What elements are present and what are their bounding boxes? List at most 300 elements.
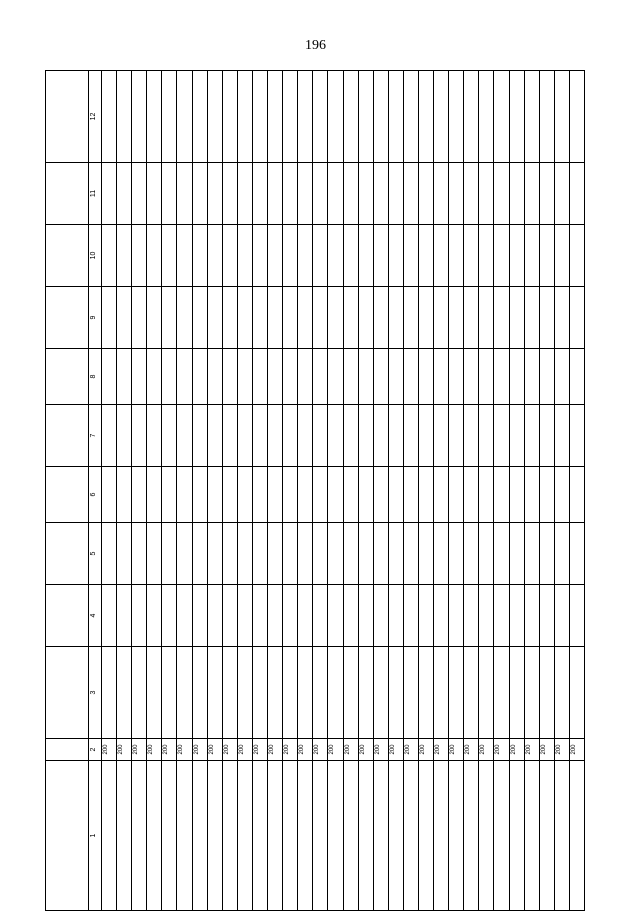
table-cell [343,287,358,349]
table-cell [403,761,418,911]
table-cell [388,225,403,287]
rotated-table-container [45,71,585,911]
table-cell [554,163,569,225]
table-cell [494,163,509,225]
table-cell [192,585,207,647]
table-cell [177,225,192,287]
table-cell [177,287,192,349]
table-row [554,71,569,911]
row-code: 200 [268,739,283,761]
table-cell [117,761,132,911]
table-cell [283,585,298,647]
table-cell [192,287,207,349]
row-code: 200 [494,739,509,761]
table-row [177,71,192,911]
table-cell [449,225,464,287]
table-cell [298,405,313,467]
table-row [313,71,328,911]
table-cell [313,467,328,523]
table-cell [524,163,539,225]
table-cell [509,523,524,585]
table-cell [328,349,343,405]
table-cell [343,761,358,911]
table-cell [524,647,539,739]
table-cell [102,405,117,467]
table-row [343,71,358,911]
table-cell [449,467,464,523]
table-cell [418,523,433,585]
table-cell [434,523,449,585]
table-cell [147,349,162,405]
header-cell [46,585,89,647]
table-cell [434,647,449,739]
table-cell [403,225,418,287]
table-cell [358,585,373,647]
table-cell [358,163,373,225]
table-cell [162,163,177,225]
table-cell [539,287,554,349]
table-cell [464,467,479,523]
table-cell [388,523,403,585]
table-row [479,71,494,911]
table-cell [328,163,343,225]
row-code: 200 [434,739,449,761]
table-cell [162,405,177,467]
row-code: 200 [147,739,162,761]
table-cell [539,405,554,467]
table-cell [237,287,252,349]
table-cell [283,71,298,163]
table-cell [388,761,403,911]
table-cell [464,287,479,349]
table-cell [464,585,479,647]
table-cell [162,349,177,405]
table-cell [298,287,313,349]
table-cell [328,585,343,647]
table-cell [343,349,358,405]
table-cell [569,287,584,349]
table-cell [283,163,298,225]
table-cell [283,349,298,405]
table-cell [132,71,147,163]
table-cell [268,405,283,467]
row-code: 200 [373,739,388,761]
header-cell [46,287,89,349]
table-cell [388,71,403,163]
table-cell [509,71,524,163]
column-number: 2 [89,739,102,761]
table-cell [509,647,524,739]
table-cell [434,761,449,911]
table-cell [313,585,328,647]
table-cell [313,225,328,287]
table-cell [102,585,117,647]
column-number: 7 [89,405,102,467]
table-cell [132,647,147,739]
table-cell [494,225,509,287]
table-cell [162,523,177,585]
table-cell [343,225,358,287]
table-cell [479,287,494,349]
report-table [45,70,585,911]
table-cell [494,585,509,647]
table-cell [298,71,313,163]
table-cell [252,225,267,287]
table-cell [569,405,584,467]
table-cell [147,287,162,349]
table-cell [464,647,479,739]
table-cell [207,467,222,523]
table-cell [403,647,418,739]
table-cell [252,761,267,911]
table-cell [509,761,524,911]
table-cell [388,287,403,349]
column-number: 9 [89,287,102,349]
table-cell [283,523,298,585]
table-cell [207,349,222,405]
table-cell [509,585,524,647]
table-cell [494,647,509,739]
table-cell [313,349,328,405]
table-cell [102,761,117,911]
table-cell [464,405,479,467]
table-cell [222,225,237,287]
table-row [539,71,554,911]
table-cell [373,225,388,287]
table-cell [418,71,433,163]
table-cell [328,761,343,911]
table-cell [102,647,117,739]
table-row [237,71,252,911]
table-cell [554,287,569,349]
table-cell [479,523,494,585]
table-cell [373,761,388,911]
table-cell [479,225,494,287]
table-cell [569,163,584,225]
table-cell [102,71,117,163]
table-cell [449,647,464,739]
table-cell [479,349,494,405]
table-cell [479,405,494,467]
table-cell [147,585,162,647]
table-cell [283,287,298,349]
table-cell [237,405,252,467]
row-code: 200 [313,739,328,761]
table-cell [268,467,283,523]
table-cell [162,585,177,647]
table-cell [418,225,433,287]
table-cell [207,647,222,739]
table-cell [132,287,147,349]
table-row [464,71,479,911]
table-cell [328,71,343,163]
table-cell [177,71,192,163]
row-code: 200 [464,739,479,761]
table-cell [358,287,373,349]
table-cell [343,523,358,585]
table-cell [192,647,207,739]
table-cell [388,163,403,225]
table-cell [117,349,132,405]
table-cell [373,647,388,739]
row-code: 200 [252,739,267,761]
row-code: 200 [388,739,403,761]
row-code: 200 [117,739,132,761]
row-code: 200 [509,739,524,761]
table-cell [177,163,192,225]
table-cell [328,287,343,349]
row-code: 200 [479,739,494,761]
table-cell [132,405,147,467]
table-cell [207,585,222,647]
table-cell [403,467,418,523]
table-cell [298,761,313,911]
table-cell [464,225,479,287]
table-cell [418,647,433,739]
row-code: 200 [569,739,584,761]
table-cell [509,287,524,349]
table-row [283,71,298,911]
table-cell [162,761,177,911]
table-cell [207,405,222,467]
table-cell [132,523,147,585]
row-code: 200 [358,739,373,761]
table-cell [509,405,524,467]
table-cell [524,71,539,163]
table-cell [117,467,132,523]
table-row [162,71,177,911]
table-row [494,71,509,911]
table-cell [418,405,433,467]
table-cell [343,585,358,647]
table-cell [117,225,132,287]
table-cell [147,225,162,287]
row-code: 200 [102,739,117,761]
table-cell [222,761,237,911]
table-cell [162,647,177,739]
table-cell [539,71,554,163]
table-cell [162,287,177,349]
table-cell [554,585,569,647]
table-cell [343,163,358,225]
table-cell [192,405,207,467]
table-cell [479,71,494,163]
table-cell [237,349,252,405]
table-cell [192,467,207,523]
table-cell [237,225,252,287]
header-cell [46,761,89,911]
table-cell [539,163,554,225]
table-cell [403,405,418,467]
header-cell [46,523,89,585]
table-cell [524,349,539,405]
table-cell [237,761,252,911]
table-cell [147,467,162,523]
table-cell [373,405,388,467]
header-cell [46,405,89,467]
table-cell [434,71,449,163]
table-cell [207,287,222,349]
table-cell [328,647,343,739]
header-cell [46,163,89,225]
table-cell [479,761,494,911]
table-cell [373,585,388,647]
table-cell [192,761,207,911]
header-cell [46,467,89,523]
table-cell [449,761,464,911]
table-cell [539,467,554,523]
table-cell [403,523,418,585]
table-cell [524,523,539,585]
table-cell [494,523,509,585]
table-cell [328,225,343,287]
table-cell [283,467,298,523]
table-cell [177,585,192,647]
table-cell [509,163,524,225]
table-cell [434,287,449,349]
table-cell [283,761,298,911]
table-cell [313,405,328,467]
table-cell [343,467,358,523]
table-cell [524,225,539,287]
table-cell [313,287,328,349]
table-cell [479,585,494,647]
page-number: 196 [305,38,326,53]
table-row [102,71,117,911]
table-cell [252,287,267,349]
table-cell [494,349,509,405]
table-cell [237,163,252,225]
table-cell [358,761,373,911]
table-row [117,71,132,911]
table-cell [464,163,479,225]
table-cell [464,761,479,911]
table-cell [524,585,539,647]
table-row [373,71,388,911]
table-cell [554,225,569,287]
table-cell [403,163,418,225]
table-cell [524,761,539,911]
table-cell [268,585,283,647]
table-cell [449,405,464,467]
table-cell [147,163,162,225]
table-cell [283,647,298,739]
table-cell [569,647,584,739]
row-code: 200 [162,739,177,761]
table-cell [283,405,298,467]
table-cell [539,647,554,739]
table-cell [434,467,449,523]
table-cell [358,405,373,467]
table-cell [207,761,222,911]
table-cell [177,405,192,467]
header-cell [46,349,89,405]
table-cell [268,163,283,225]
table-cell [539,225,554,287]
table-cell [313,647,328,739]
column-number: 1 [89,761,102,911]
table-cell [298,523,313,585]
table-cell [434,405,449,467]
table-cell [449,523,464,585]
table-cell [403,287,418,349]
table-cell [222,467,237,523]
table-cell [479,467,494,523]
table-cell [479,163,494,225]
column-number: 8 [89,349,102,405]
table-cell [192,71,207,163]
table-cell [479,647,494,739]
table-cell [313,761,328,911]
row-code: 200 [554,739,569,761]
column-number: 4 [89,585,102,647]
table-cell [252,585,267,647]
table-cell [132,225,147,287]
table-cell [328,405,343,467]
table-cell [102,163,117,225]
table-cell [222,287,237,349]
row-code: 200 [539,739,554,761]
table-cell [268,287,283,349]
table-cell [569,225,584,287]
table-cell [207,225,222,287]
table-cell [569,467,584,523]
table-cell [373,349,388,405]
table-cell [252,349,267,405]
table-cell [434,585,449,647]
table-row [449,71,464,911]
table-cell [177,761,192,911]
table-cell [268,761,283,911]
table-cell [117,523,132,585]
table-cell [418,163,433,225]
table-body [102,71,585,911]
table-cell [328,467,343,523]
table-cell [102,349,117,405]
table-cell [358,71,373,163]
table-cell [237,585,252,647]
table-cell [237,523,252,585]
table-cell [147,71,162,163]
table-cell [177,349,192,405]
table-cell [252,647,267,739]
table-cell [102,523,117,585]
table-cell [569,761,584,911]
table-cell [252,467,267,523]
table-cell [222,523,237,585]
table-cell [554,647,569,739]
table-cell [207,71,222,163]
table-cell [162,225,177,287]
table-cell [298,163,313,225]
table-cell [554,523,569,585]
table-cell [554,349,569,405]
table-cell [418,287,433,349]
table-cell [434,163,449,225]
table-cell [283,225,298,287]
table-cell [554,761,569,911]
table-cell [252,163,267,225]
column-number: 11 [89,163,102,225]
table-cell [313,163,328,225]
table-row [207,71,222,911]
table-cell [358,523,373,585]
table-cell [102,467,117,523]
table-cell [554,467,569,523]
table-cell [388,349,403,405]
table-cell [252,405,267,467]
table-cell [418,585,433,647]
